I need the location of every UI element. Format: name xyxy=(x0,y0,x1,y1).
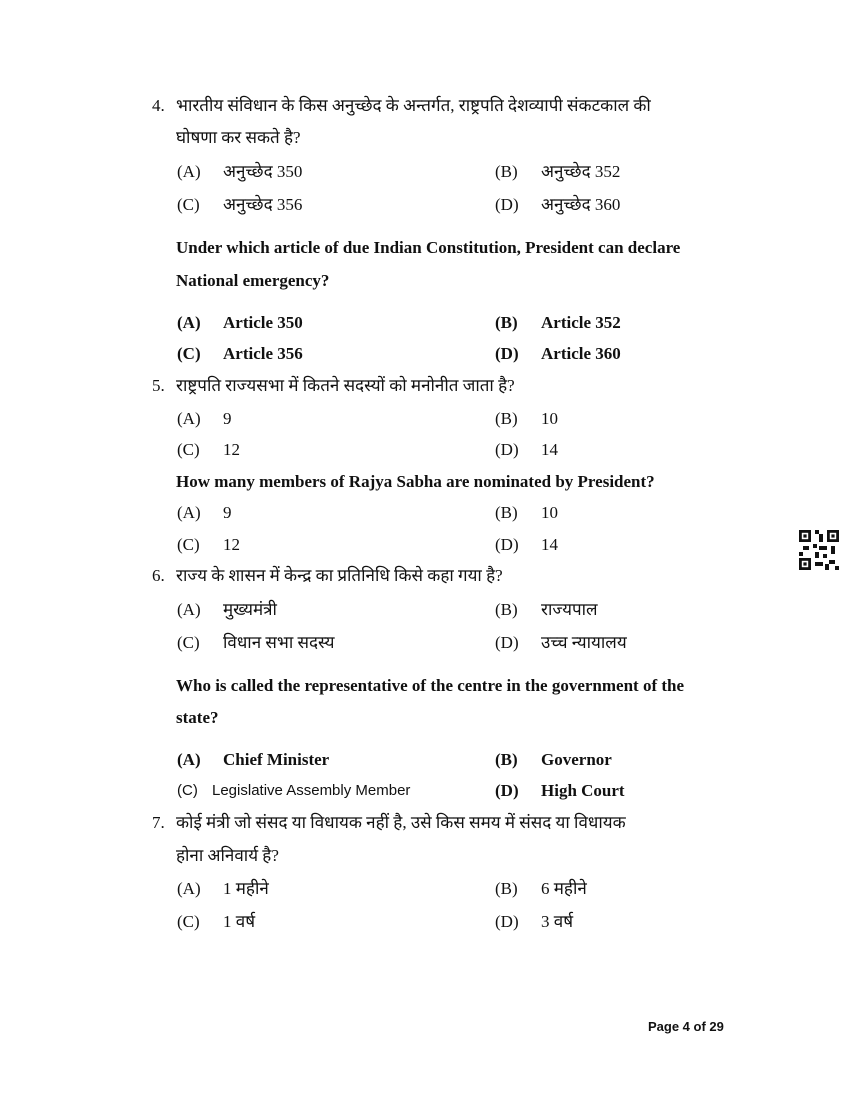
question-english-text: National emergency? xyxy=(176,271,330,290)
question-number: 4. xyxy=(152,96,165,115)
option-label: (D) xyxy=(495,912,519,931)
option-label: (C) xyxy=(177,912,200,931)
option-label: (D) xyxy=(495,195,519,214)
question-hindi-text: घोषणा कर सकते है? xyxy=(176,128,301,147)
option-text: 9 xyxy=(223,409,232,428)
question-english-text: How many members of Rajya Sabha are nominated by President? xyxy=(176,472,655,491)
option-text: Article 350 xyxy=(223,313,303,332)
option-text: विधान सभा सदस्य xyxy=(223,633,335,652)
option-label: (A) xyxy=(177,600,201,619)
option-text: 14 xyxy=(541,535,558,554)
option-text: Article 356 xyxy=(223,344,303,363)
question-number: 5. xyxy=(152,376,165,395)
question-hindi-text: भारतीय संविधान के किस अनुच्छेद के अन्तर्गत, राष्ट्रपति देशव्यापी संकटकाल की xyxy=(176,96,651,115)
option-label: (A) xyxy=(177,750,201,769)
option-text: 9 xyxy=(223,503,232,522)
option-label: (D) xyxy=(495,344,519,363)
question-hindi-text: राष्ट्रपति राज्यसभा में कितने सदस्यों को मनोनीत जाता है? xyxy=(176,376,515,395)
option-text: अनुच्छेद 350 xyxy=(223,162,303,181)
option-text: Governor xyxy=(541,750,612,769)
question-english-text: Who is called the representative of the centre in the government of the xyxy=(176,676,685,695)
option-text: अनुच्छेद 356 xyxy=(223,195,303,214)
option-text: Chief Minister xyxy=(223,750,330,769)
option-text: Article 360 xyxy=(541,344,621,363)
option-text: 3 वर्ष xyxy=(541,912,574,931)
option-label: (A) xyxy=(177,313,201,332)
option-text: मुख्यमंत्री xyxy=(223,600,277,619)
option-text: 10 xyxy=(541,409,558,428)
option-label: (D) xyxy=(495,535,519,554)
question-hindi-text: होना अनिवार्य है? xyxy=(176,846,279,865)
option-label: (B) xyxy=(495,503,518,522)
option-text: 12 xyxy=(223,535,240,554)
option-label: (B) xyxy=(495,750,518,769)
question-english-text: state? xyxy=(176,708,219,727)
option-text: उच्च न्यायालय xyxy=(541,633,627,652)
option-label: (B) xyxy=(495,409,518,428)
option-text: अनुच्छेद 352 xyxy=(541,162,621,181)
question-hindi-text: कोई मंत्री जो संसद या विधायक नहीं है, उसे किस समय में संसद या विधायक xyxy=(176,813,626,832)
option-label: (D) xyxy=(495,633,519,652)
option-label: (A) xyxy=(177,162,201,181)
question-english-text: Under which article of due Indian Constitution, President can declare xyxy=(176,238,681,257)
option-text: 6 महीने xyxy=(541,879,587,898)
option-text: Legislative Assembly Member xyxy=(212,782,411,799)
option-label: (A) xyxy=(177,879,201,898)
option-label: (C) xyxy=(177,535,200,554)
option-label: (D) xyxy=(495,781,519,800)
option-text: High Court xyxy=(541,781,625,800)
option-text: 1 वर्ष xyxy=(223,912,256,931)
option-label: (C) xyxy=(177,440,200,459)
option-text: 1 महीने xyxy=(223,879,269,898)
option-text: 10 xyxy=(541,503,558,522)
option-label: (B) xyxy=(495,162,518,181)
question-number: 7. xyxy=(152,813,165,832)
option-label: (C) xyxy=(177,344,201,363)
question-hindi-text: राज्य के शासन में केन्द्र का प्रतिनिधि किसे कहा गया है? xyxy=(176,566,503,585)
option-text: अनुच्छेद 360 xyxy=(541,195,621,214)
option-text: Article 352 xyxy=(541,313,621,332)
question-number: 6. xyxy=(152,566,165,585)
option-label: (D) xyxy=(495,440,519,459)
option-text: 14 xyxy=(541,440,558,459)
option-label: (A) xyxy=(177,503,201,522)
qr-code-icon xyxy=(799,530,839,570)
option-label: (C) xyxy=(177,782,198,799)
option-label: (C) xyxy=(177,195,200,214)
option-text: 12 xyxy=(223,440,240,459)
option-label: (B) xyxy=(495,313,518,332)
option-label: (C) xyxy=(177,633,200,652)
option-label: (B) xyxy=(495,600,518,619)
option-label: (A) xyxy=(177,409,201,428)
option-text: राज्यपाल xyxy=(541,600,598,619)
page-number: Page 4 of 29 xyxy=(648,1019,724,1034)
option-label: (B) xyxy=(495,879,518,898)
